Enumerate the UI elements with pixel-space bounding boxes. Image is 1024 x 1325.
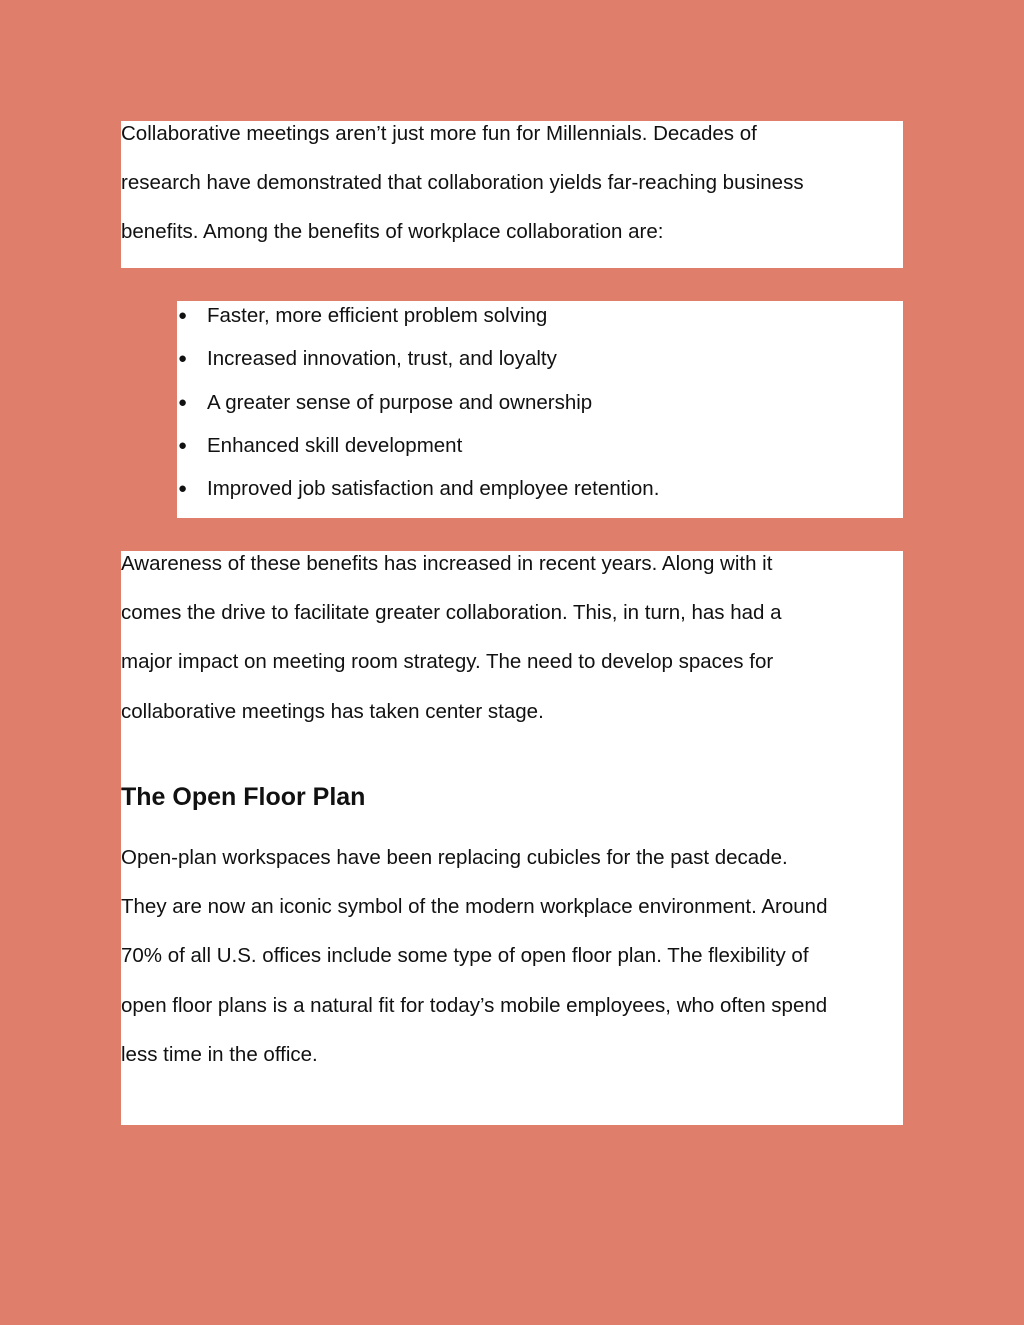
open-floor-plan-line: They are now an iconic symbol of the modern workplace environment. Around — [121, 895, 828, 919]
bullet-icon: ● — [178, 350, 188, 368]
main-text-box — [121, 551, 903, 1125]
awareness-line: major impact on meeting room strategy. The need to develop spaces for — [121, 650, 774, 674]
intro-line: Collaborative meetings aren’t just more fun for Millennials. Decades of — [121, 122, 757, 145]
awareness-line: collaborative meetings has taken center stage. — [121, 699, 544, 723]
list-item-text: Enhanced skill development — [207, 433, 463, 457]
intro-line: benefits. Among the benefits of workplace collaboration are: — [121, 220, 664, 244]
open-floor-plan-paragraph — [121, 833, 827, 1079]
benefits-list-box — [177, 301, 903, 518]
open-floor-plan-line: less time in the office. — [121, 1042, 318, 1066]
list-item — [177, 467, 659, 510]
open-floor-plan-line: 70% of all U.S. offices include some type of open floor plan. The flexibility of — [121, 944, 809, 968]
benefits-list — [177, 294, 659, 510]
list-item — [177, 381, 659, 424]
awareness-line: Awareness of these benefits has increased in recent years. Along with it — [121, 552, 773, 575]
open-floor-plan-line: Open-plan workspaces have been replacing cubicles for the past decade. — [121, 846, 788, 869]
intro-paragraph — [121, 109, 804, 257]
bullet-icon: ● — [178, 307, 188, 324]
bullet-icon: ● — [178, 393, 188, 411]
open-floor-plan-line: open floor plans is a natural fit for today’s mobile employees, who often spend — [121, 993, 828, 1017]
bullet-icon: ● — [178, 480, 188, 498]
intro-text-box — [121, 121, 903, 268]
list-item-text: Faster, more efficient problem solving — [207, 304, 548, 327]
list-item-text: Increased innovation, trust, and loyalty — [207, 347, 557, 371]
bullet-icon: ● — [178, 436, 188, 454]
awareness-paragraph — [121, 539, 782, 736]
awareness-line: comes the drive to facilitate greater collaboration. This, in turn, has had a — [121, 601, 782, 625]
list-item — [177, 424, 659, 467]
list-item — [177, 294, 659, 337]
list-item-text: A greater sense of purpose and ownership — [207, 390, 593, 414]
intro-line: research have demonstrated that collaboration yields far-reaching business — [121, 171, 804, 195]
list-item — [177, 337, 659, 380]
list-item-text: Improved job satisfaction and employee retention. — [207, 477, 660, 501]
section-heading: The Open Floor Plan — [121, 783, 366, 811]
